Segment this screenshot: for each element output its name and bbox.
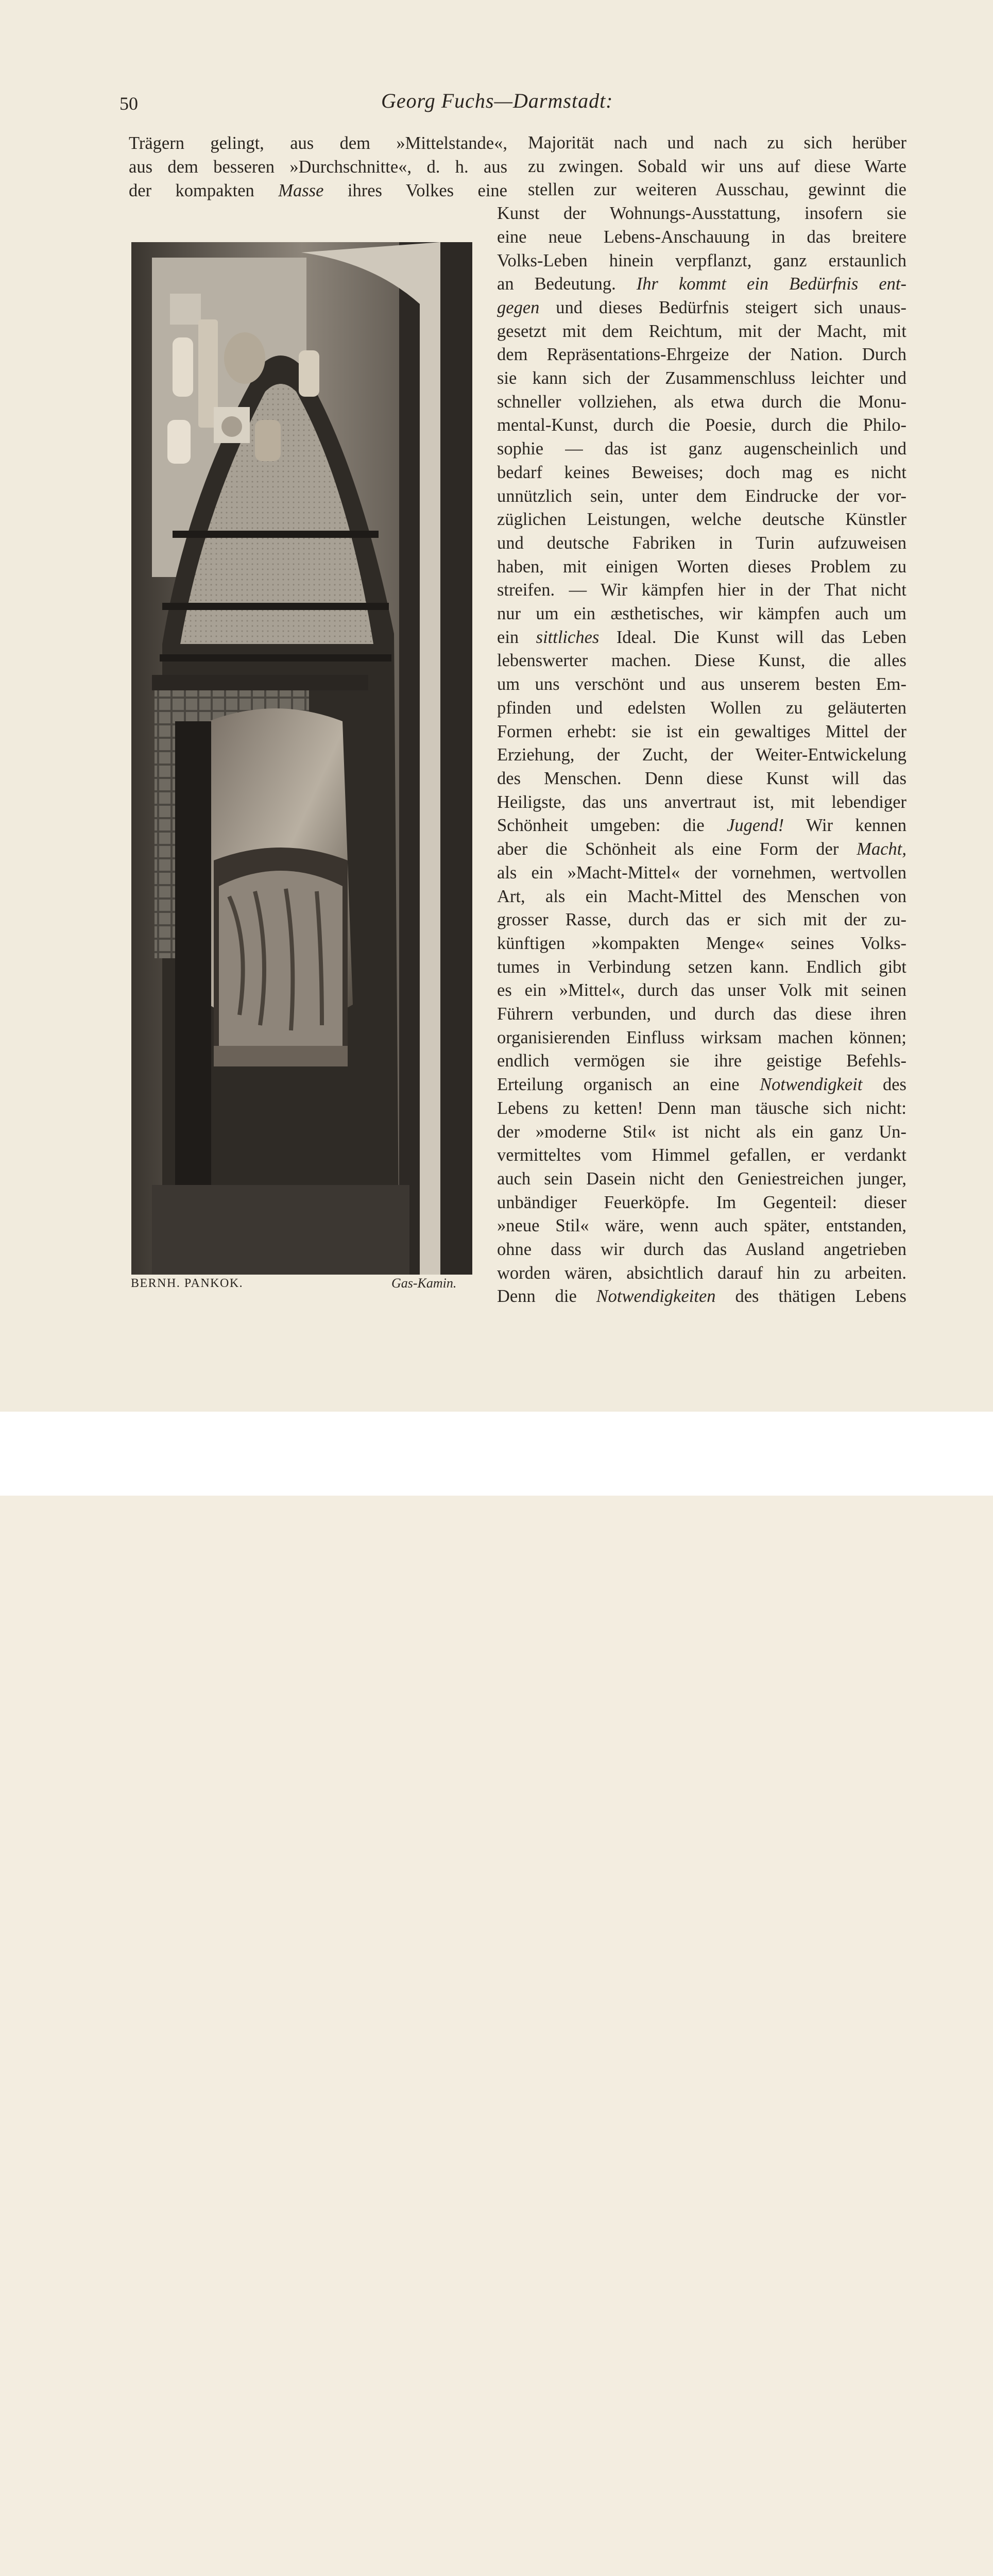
text-line: sie kann sich der Zusammenschluss leichter und (497, 368, 906, 388)
text-line: Denn die Notwendigkeiten des thätigen Lebens (497, 1286, 906, 1307)
text-line: zu zwingen. Sobald wir uns auf diese Warte (528, 156, 906, 176)
text-line: Volks-Leben hinein verpflanzt, ganz erstaunlich (497, 250, 906, 270)
text-line: nur um ein æsthetisches, wir kämpfen auch um (497, 604, 906, 624)
text-line: Majorität nach und nach zu sich herüber (528, 133, 906, 152)
text-line: ein sittliches Ideal. Die Kunst will das Leben (497, 627, 906, 647)
text-line: unnützlich sein, unter dem Eindrucke der vor- (497, 486, 906, 506)
text-line: streifen. — Wir kämpfen hier in der That nicht (497, 580, 906, 600)
text-line: und deutsche Fabriken in Turin aufzuweisen (497, 533, 906, 553)
text-line: ohne dass wir durch das Ausland angetrieben (497, 1240, 906, 1260)
text-line: gesetzt mit dem Reichtum, mit der Macht, mit (497, 321, 906, 341)
fireplace-illustration (131, 242, 472, 1275)
text-line: stellen zur weiteren Ausschau, gewinnt die (528, 180, 906, 200)
intro-line: der kompakten Masse ihres Volkes eine (129, 181, 507, 200)
text-line: lebenswerter machen. Diese Kunst, die alles (497, 651, 906, 671)
text-line: dem Repräsentations-Ehrgeize der Nation. Durch (497, 345, 906, 365)
text-line: haben, mit einigen Worten dieses Problem zu (497, 556, 906, 577)
running-header: Georg Fuchs—Darmstadt: (381, 89, 613, 112)
text-line: organisierenden Einfluss wirksam machen können; (497, 1027, 906, 1047)
text-line: sophie — das ist ganz augenscheinlich und (497, 439, 906, 459)
figure-caption-title: Gas-Kamin. (391, 1276, 457, 1291)
text-line: gegen und dieses Bedürfnis steigert sich unaus- (497, 297, 906, 317)
text-line: Schönheit umgeben: die Jugend! Wir kennen (497, 816, 906, 836)
text-line: grosser Rasse, durch das er sich mit der zu- (497, 910, 906, 930)
footer-bar (0, 1412, 993, 1496)
intro-line: aus dem besseren »Durchschnitte«, d. h. aus (129, 157, 507, 177)
intro-line: Trägern gelingt, aus dem »Mittelstande«, (129, 133, 507, 153)
text-line: Erteilung organisch an eine Notwendigkeit des (497, 1075, 906, 1095)
page-number: 50 (119, 93, 138, 114)
body-column (497, 131, 906, 1309)
text-line: Erziehung, der Zucht, der Weiter-Entwickelung (497, 745, 906, 765)
text-line: vermitteltes vom Himmel gefallen, er verdankt (497, 1145, 906, 1165)
text-line: an Bedeutung. Ihr kommt ein Bedürfnis ent- (497, 274, 906, 294)
text-line: worden wären, absichtlich darauf hin zu arbeiten. (497, 1263, 906, 1283)
text-line: züglichen Leistungen, welche deutsche Künstler (497, 510, 906, 530)
fireplace-photograph (131, 242, 472, 1275)
text-line: Formen erhebt: sie ist ein gewaltiges Mittel der (497, 721, 906, 741)
text-line: als ein »Macht-Mittel« der vornehmen, wertvollen (497, 862, 906, 883)
text-line: tumes in Verbindung setzen kann. Endlich gibt (497, 957, 906, 977)
text-line: Lebens zu ketten! Denn man täusche sich nicht: (497, 1098, 906, 1118)
text-line: auch sein Dasein nicht den Geniestreichen junger, (497, 1168, 906, 1189)
text-line: pfinden und edelsten Wollen zu geläuterten (497, 698, 906, 718)
text-line: »neue Stil« wäre, wenn auch später, entstanden, (497, 1216, 906, 1236)
text-line: künftigen »kompakten Menge« seines Volks- (497, 933, 906, 953)
intro-paragraph (129, 131, 507, 202)
text-line: Heiligste, das uns anvertraut ist, mit lebendiger (497, 792, 906, 812)
text-line: es ein »Mittel«, durch das unser Volk mit seinen (497, 980, 906, 1001)
text-line: der »moderne Stil« ist nicht als ein ganz Un- (497, 1122, 906, 1142)
text-line: bedarf keines Beweises; doch mag es nicht (497, 462, 906, 482)
text-line: Art, als ein Macht-Mittel des Menschen von (497, 886, 906, 906)
text-line: mental-Kunst, durch die Poesie, durch die Philo- (497, 415, 906, 435)
text-line: des Menschen. Denn diese Kunst will das (497, 768, 906, 788)
text-line: schneller vollziehen, als etwa durch die Monu- (497, 392, 906, 412)
text-line: Führern verbunden, und durch das diese ihren (497, 1004, 906, 1024)
text-line: unbändiger Feuerköpfe. Im Gegenteil: dieser (497, 1192, 906, 1212)
text-line: endlich vermögen sie ihre geistige Befehls- (497, 1051, 906, 1071)
text-line: eine neue Lebens-Anschauung in das breitere (497, 227, 906, 247)
text-line: um uns verschönt und aus unserem besten Em- (497, 674, 906, 694)
text-line: Kunst der Wohnungs-Ausstattung, insofern sie (497, 204, 906, 224)
figure-caption-artist: BERNH. PANKOK. (131, 1277, 244, 1290)
text-line: aber die Schönheit als eine Form der Macht, (497, 839, 906, 859)
